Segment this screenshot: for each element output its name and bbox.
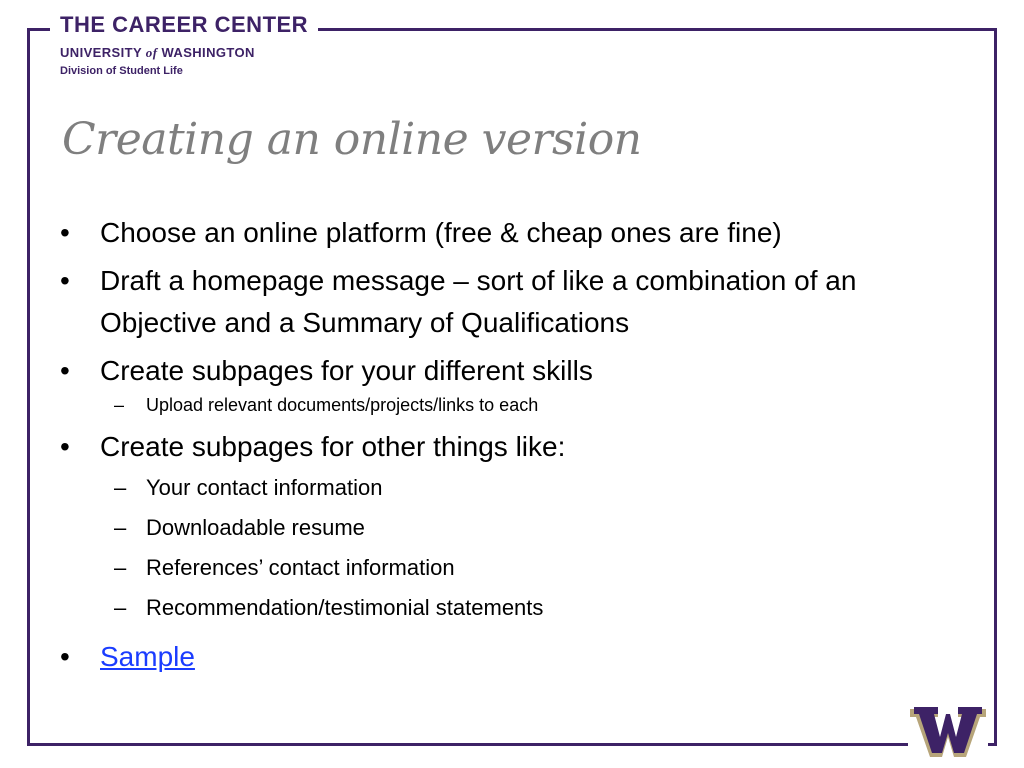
sub-bullet-item xyxy=(60,508,960,548)
bullet-text: Draft a homepage message – sort of like a combination of an Objective and a Summary of Qualifications xyxy=(100,265,857,338)
slide-title: Creating an online version xyxy=(62,114,642,165)
sub-bullet-dash: – xyxy=(114,515,127,540)
bullet-text: Create subpages for your different skills xyxy=(100,355,593,386)
sample-link[interactable]: Sample xyxy=(100,641,195,672)
bullet-dot: • xyxy=(60,265,70,296)
bullet-item xyxy=(60,426,960,468)
bullet-text: Create subpages for other things like: xyxy=(100,431,566,462)
sub-bullet-text: References’ contact information xyxy=(146,555,455,580)
sub-bullet-text: Your contact information xyxy=(146,475,383,500)
sub-bullet-dash: – xyxy=(114,395,125,415)
sub-bullet-dash: – xyxy=(114,555,127,580)
header-university-of: of xyxy=(145,45,158,60)
header-division: Division of Student Life xyxy=(60,65,183,77)
bullet-item xyxy=(60,350,960,392)
bullet-item xyxy=(60,636,960,678)
sub-bullet-item xyxy=(60,588,960,628)
sub-bullet-item xyxy=(60,392,960,418)
header-university-suffix: WASHINGTON xyxy=(161,45,255,60)
sub-bullet-text: Upload relevant documents/projects/links to each xyxy=(146,395,539,415)
header-university-prefix: UNIVERSITY xyxy=(60,45,142,60)
bullet-dot: • xyxy=(60,431,70,462)
bullet-item xyxy=(60,212,960,254)
bullet-dot: • xyxy=(60,355,70,386)
sub-bullet-text: Downloadable resume xyxy=(146,515,365,540)
slide-content xyxy=(60,212,960,684)
bullet-item xyxy=(60,260,960,344)
bullet-dot: • xyxy=(60,641,70,672)
header-title: THE CAREER CENTER xyxy=(60,12,309,37)
sub-bullet-item xyxy=(60,548,960,588)
header-university xyxy=(60,44,308,62)
sub-bullet-dash: – xyxy=(114,595,127,620)
career-center-header xyxy=(50,12,318,82)
sub-bullet-text: Recommendation/testimonial statements xyxy=(146,595,544,620)
sub-bullet-item xyxy=(60,468,960,508)
sub-bullet-dash: – xyxy=(114,475,127,500)
uw-w-logo-icon xyxy=(908,705,988,761)
bullet-text: Choose an online platform (free & cheap ones are fine) xyxy=(100,217,782,248)
bullet-dot: • xyxy=(60,217,70,248)
